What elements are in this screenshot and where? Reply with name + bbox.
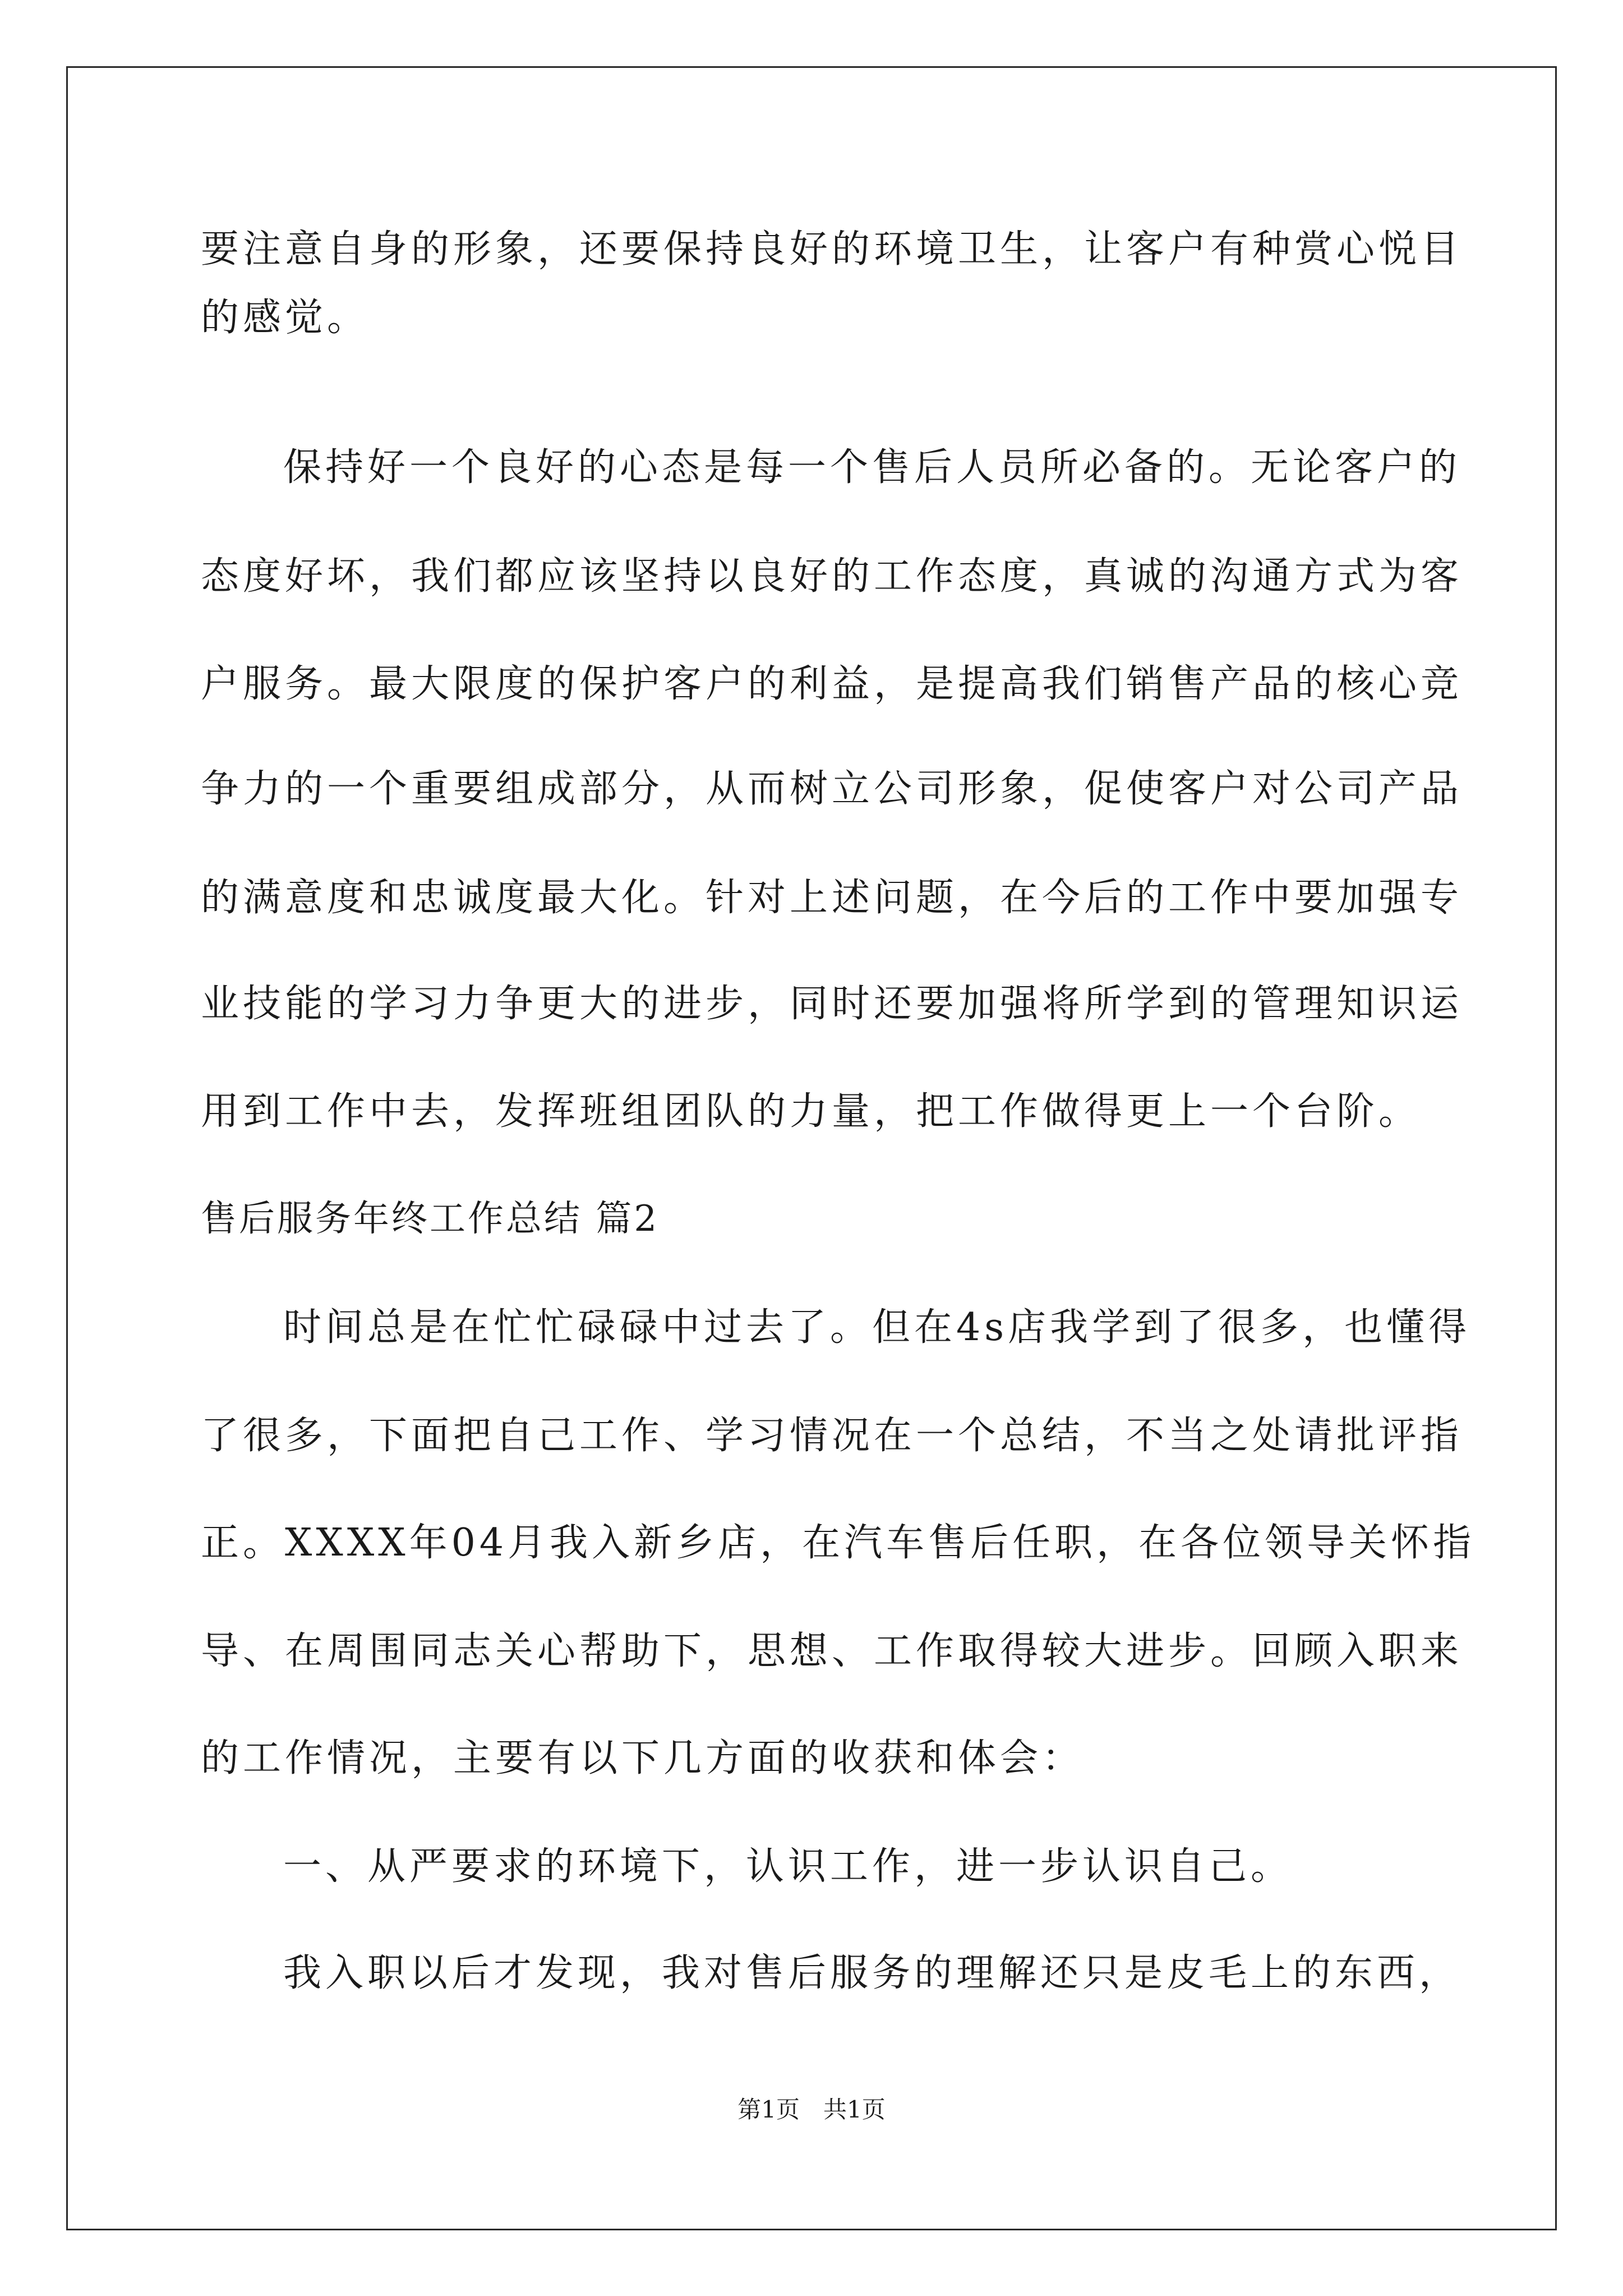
body-line: 态度好坏，我们都应该坚持以良好的工作态度，真诚的沟通方式为客 (201, 554, 1463, 599)
body-line: 正。XXXX年04月我入新乡店，在汽车售后任职，在各位领导关怀指 (201, 1521, 1476, 1565)
body-line: 业技能的学习力争更大的进步，同时还要加强将所学到的管理知识运 (201, 982, 1463, 1026)
paragraph-start: 一、从严要求的环境下，认识工作，进一步认识自己。 (283, 1844, 1293, 1889)
body-line: 导、在周围同志关心帮助下，思想、工作取得较大进步。回顾入职来 (201, 1629, 1463, 1673)
paragraph-start: 时间总是在忙忙碌碌中过去了。但在4s店我学到了很多，也懂得 (283, 1305, 1471, 1350)
body-line: 用到工作中去，发挥班组团队的力量，把工作做得更上一个台阶。 (201, 1089, 1421, 1134)
body-line: 的工作情况，主要有以下几方面的收获和体会： (201, 1736, 1085, 1780)
body-line: 要注意自身的形象，还要保持良好的环境卫生，让客户有种赏心悦目 (201, 227, 1463, 272)
page-border (66, 66, 1557, 2230)
section-heading: 售后服务年终工作总结 篇2 (201, 1198, 660, 1240)
body-line: 了很多，下面把自己工作、学习情况在一个总结，不当之处请批评指 (201, 1414, 1463, 1458)
body-line: 的感觉。 (201, 296, 370, 340)
page-number-footer: 第1页 共1页 (737, 2096, 886, 2123)
paragraph-start: 我入职以后才发现，我对售后服务的理解还只是皮毛上的东西， (283, 1951, 1461, 1995)
paragraph-start: 保持好一个良好的心态是每一个售后人员所必备的。无论客户的 (283, 445, 1461, 490)
body-line: 的满意度和忠诚度最大化。针对上述问题，在今后的工作中要加强专 (201, 876, 1463, 920)
body-line: 争力的一个重要组成部分，从而树立公司形象，促使客户对公司产品 (201, 767, 1463, 811)
body-line: 户服务。最大限度的保护客户的利益，是提高我们销售产品的核心竞 (201, 662, 1463, 706)
